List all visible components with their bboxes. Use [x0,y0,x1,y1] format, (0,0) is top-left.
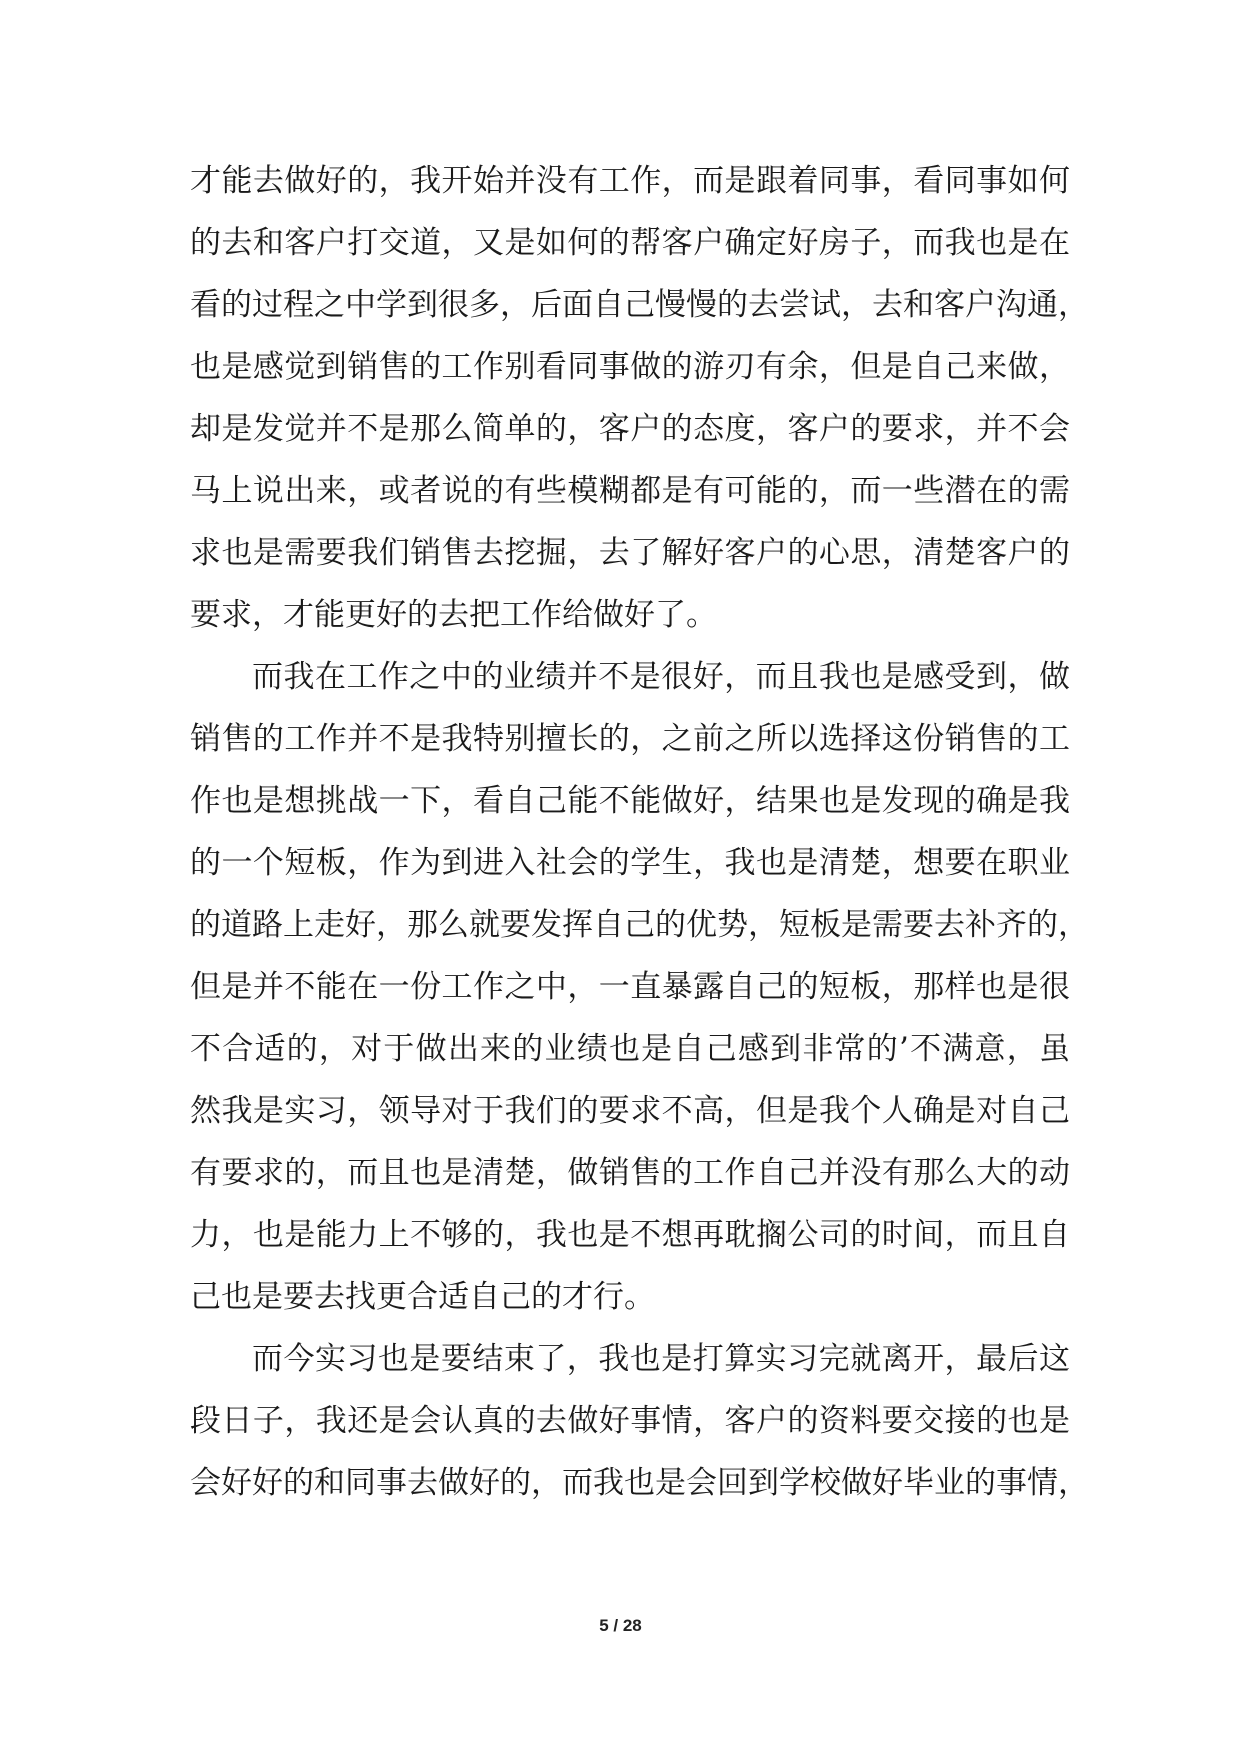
text-line: 要求，才能更好的去把工作给做好了。 [190,597,717,633]
text-line: 而我在工作之中的业绩并不是很好，而且我也是感受到，做 [252,659,1070,695]
text-line: 却是发觉并不是那么简单的，客户的态度，客户的要求，并不会 [190,411,1070,447]
text-line: 但是并不能在一份工作之中，一直暴露自己的短板，那样也是很 [190,969,1070,1005]
text-line: 才能去做好的，我开始并没有工作，而是跟着同事，看同事如何 [190,163,1070,199]
text-line: 己也是要去找更合适自己的才行。 [190,1279,655,1315]
text-line: 然我是实习，领导对于我们的要求不高，但是我个人确是对自己 [190,1093,1070,1129]
text-line: 求也是需要我们销售去挖掘，去了解好客户的心思，清楚客户的 [190,535,1070,571]
text-line: 的去和客户打交道，又是如何的帮客户确定好房子，而我也是在 [190,225,1070,261]
body-text [190,150,1089,1514]
text-line: 销售的工作并不是我特别擅长的，之前之所以选择这份销售的工 [190,721,1070,757]
page-number: 5 / 28 [599,1616,642,1635]
text-line: 有要求的，而且也是清楚，做销售的工作自己并没有那么大的动 [190,1155,1070,1191]
text-line: 而今实习也是要结束了，我也是打算实习完就离开，最后这 [252,1341,1070,1377]
text-line: 也是感觉到销售的工作别看同事做的游刃有余，但是自己来做， [190,349,1070,385]
text-line: 会好好的和同事去做好的，而我也是会回到学校做好毕业的事情， [190,1465,1089,1501]
text-line: 的一个短板，作为到进入社会的学生，我也是清楚，想要在职业 [190,845,1070,881]
text-line: 的道路上走好，那么就要发挥自己的优势，短板是需要去补齐的， [190,907,1089,943]
text-line: 段日子，我还是会认真的去做好事情，客户的资料要交接的也是 [190,1403,1070,1439]
text-line: 作也是想挑战一下，看自己能不能做好，结果也是发现的确是我 [190,783,1070,819]
text-line: 马上说出来，或者说的有些模糊都是有可能的，而一些潜在的需 [190,473,1070,509]
text-line: 不合适的，对于做出来的业绩也是自己感到非常的’不满意，虽 [190,1031,1070,1067]
text-line: 力，也是能力上不够的，我也是不想再耽搁公司的时间，而且自 [190,1217,1070,1253]
text-line: 看的过程之中学到很多，后面自己慢慢的去尝试，去和客户沟通， [190,287,1089,323]
